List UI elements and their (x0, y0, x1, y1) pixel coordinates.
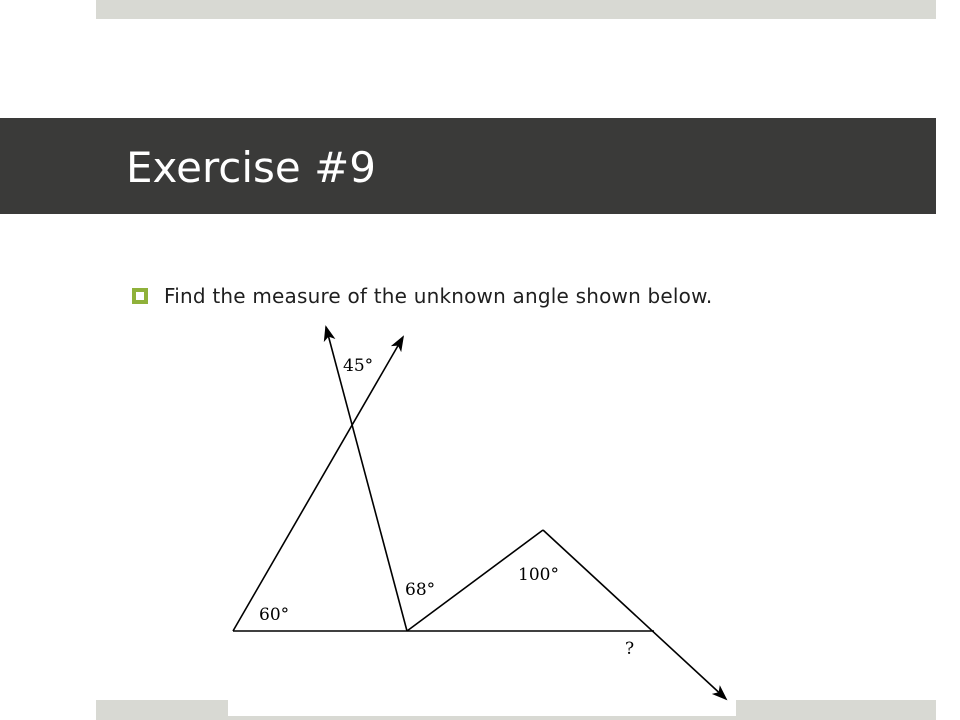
angle-label-45: 45° (343, 356, 374, 376)
ray-from-apex (543, 530, 726, 699)
unknown-angle-label: ? (625, 639, 635, 659)
bottom-decorative-band-right (736, 700, 936, 720)
ray-from-60-vertex (233, 337, 403, 631)
bottom-decorative-band-middle (228, 716, 736, 720)
bottom-decorative-band-left (96, 700, 228, 720)
angle-label-60: 60° (259, 605, 290, 625)
angle-label-100: 100° (518, 565, 559, 585)
slide-title: Exercise #9 (126, 143, 377, 192)
angle-label-68: 68° (405, 580, 436, 600)
bullet-text: Find the measure of the unknown angle shown below. (164, 284, 713, 308)
